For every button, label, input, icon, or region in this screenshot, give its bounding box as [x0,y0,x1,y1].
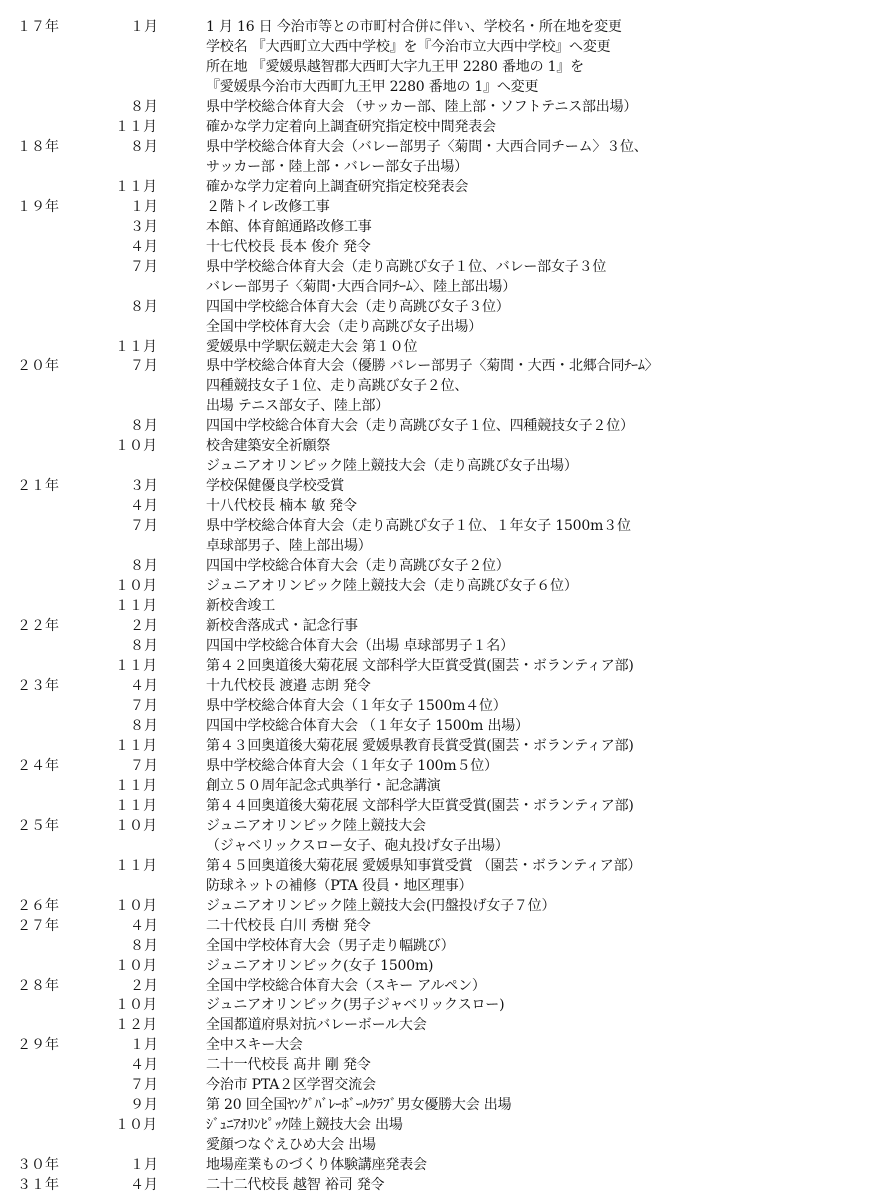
event-text: 学校名 『大西町立大西中学校』を『今治市立大西中学校』へ変更 [206,38,611,55]
history-row [0,517,891,537]
history-row [0,1116,891,1136]
event-text: ジュニアオリンピック陸上競技大会（走り高跳び女子６位） [206,578,578,595]
month-cell: ４月 [130,498,158,515]
history-row [0,1096,891,1116]
event-text: 県中学校総合体育大会（走り高跳び女子１位、バレー部女子３位 [206,258,607,275]
history-row [0,338,891,358]
event-text: 四国中学校総合体育大会（走り高跳び女子１位、四種競技女子２位） [206,418,634,435]
event-text: ジュニアオリンピック陸上競技大会 [206,817,426,834]
history-row [0,917,891,937]
history-row [0,1076,891,1096]
event-text: 十九代校長 渡邉 志朗 発令 [206,677,371,694]
history-row [0,158,891,178]
month-cell: １１月 [115,658,157,674]
event-text: 第４５回奥道後大菊花展 愛媛県知事賞受賞 （園芸・ボランティア部） [206,857,642,874]
history-row [0,417,891,437]
history-row [0,777,891,797]
event-text: 第 20 回全国ﾔﾝｸﾞﾊﾞﾚｰﾎﾞｰﾙｸﾗﾌﾞ男女優勝大会 出場 [206,1097,512,1114]
year-cell: ２１年 [17,478,59,495]
history-row [0,957,891,977]
event-text: 全国都道府県対抗バレーボール大会 [206,1017,427,1034]
history-row [0,937,891,957]
event-text: 四国中学校総合体育大会（出場 卓球部男子１名） [206,638,514,655]
month-cell: １１月 [115,338,157,355]
month-cell: ４月 [130,238,158,255]
month-cell: ３月 [130,478,158,495]
history-row [0,797,891,817]
year-cell: ２０年 [17,358,59,375]
event-text: 二十代校長 白川 秀樹 発令 [206,917,371,934]
month-cell: ７月 [130,358,158,375]
history-row [0,557,891,577]
event-text: 県中学校総合体育大会（優勝 バレー部男子〈菊間・大西・北郷合同ﾁｰﾑ〉 [206,358,659,375]
history-row [0,377,891,397]
year-cell: ２５年 [17,817,59,834]
event-text: ジュニアオリンピック陸上競技大会（走り高跳び女子出場） [206,458,578,475]
history-row [0,78,891,98]
month-cell: ７月 [130,757,158,774]
month-cell: ８月 [130,418,158,435]
history-row [0,857,891,877]
month-cell: １月 [130,1157,158,1174]
history-row [0,357,891,377]
event-text: 県中学校総合体育大会（走り高跳び女子１位、１年女子 1500m３位 [206,518,631,535]
history-row [0,238,891,258]
event-text: 県中学校総合体育大会（バレー部男子〈菊間・大西合同チーム〉３位、 [206,138,648,155]
year-cell: １９年 [17,198,59,215]
month-cell: ８月 [130,638,158,655]
month-cell: ８月 [130,298,158,315]
event-text: バレー部男子〈菊間･大西合同ﾁｰﾑ〉、陸上部出場） [206,278,516,295]
history-row [0,757,891,777]
history-row [0,118,891,138]
history-row [0,318,891,338]
year-cell: １８年 [17,138,59,155]
month-cell: ２月 [130,977,158,994]
month-cell: １１月 [115,178,157,195]
month-cell: １１月 [115,598,157,615]
year-cell: ２９年 [17,1037,59,1054]
month-cell: ８月 [130,98,158,115]
month-cell: ４月 [130,677,158,694]
history-row [0,537,891,557]
event-text: 十七代校長 長本 俊介 発令 [206,238,371,255]
event-text: ２階トイレ改修工事 [206,198,330,215]
month-cell: ８月 [130,138,158,155]
month-cell: ７月 [130,518,158,535]
month-cell: ７月 [130,258,158,275]
month-cell: １月 [130,19,158,35]
event-text: 四国中学校総合体育大会（走り高跳び女子２位） [206,558,510,575]
event-text: 学校保健優良学校受賞 [206,478,344,495]
month-cell: １０月 [115,997,157,1014]
event-text: 地場産業ものづくり体験講座発表会 [206,1157,427,1174]
event-text: 県中学校総合体育大会（１年女子 100m５位） [206,757,498,774]
month-cell: １０月 [115,1117,157,1134]
history-row [0,18,891,38]
history-row [0,98,891,118]
history-row [0,1176,891,1196]
event-text: 本館、体育館通路改修工事 [206,218,372,235]
event-text: 十八代校長 楠本 敏 発令 [206,498,357,515]
year-cell: ３０年 [17,1157,59,1174]
event-text: 二十二代校長 越智 裕司 発令 [206,1177,385,1194]
history-row [0,138,891,158]
month-cell: １０月 [115,578,157,595]
event-text: 県中学校総合体育大会 （サッカー部、陸上部・ソフトテニス部出場） [206,98,638,115]
month-cell: １１月 [115,118,157,135]
event-text: ｼﾞｭﾆｱｵﾘﾝﾋﾟｯｸ陸上競技大会 出場 [206,1117,403,1134]
history-row [0,1156,891,1176]
month-cell: １１月 [115,737,157,754]
event-text: 全国中学校体育大会（走り高跳び女子出場） [206,318,482,335]
event-text: （ジャベリックスロー女子、砲丸投げ女子出場） [206,837,509,854]
event-text: 四種競技女子１位、走り高跳び女子２位、 [206,378,469,395]
history-row [0,817,891,837]
history-row [0,877,891,897]
event-text: 全国中学校総合体育大会（スキー アルペン） [206,977,486,994]
history-row [0,1016,891,1036]
event-text: 創立５０周年記念式典挙行・記念講演 [206,777,441,794]
event-text: 四国中学校総合体育大会（走り高跳び女子３位） [206,298,510,315]
event-text: 1 月 16 日 今治市等との市町村合併に伴い、学校名・所在地を変更 [206,19,622,35]
event-text: 今治市 PTA２区学習交流会 [206,1077,376,1094]
year-cell: ３１年 [17,1177,59,1194]
month-cell: ４月 [130,917,158,934]
history-row [0,178,891,198]
event-text: 所在地 『愛媛県越智郡大西町大字九王甲 2280 番地の 1』を [206,58,584,75]
year-cell: １７年 [17,19,59,35]
event-text: ジュニアオリンピック(女子 1500m) [206,957,434,974]
history-row [0,657,891,677]
month-cell: ８月 [130,937,158,954]
history-row [0,457,891,477]
event-text: 新校舎竣工 [206,598,275,615]
event-text: 卓球部男子、陸上部出場） [206,538,372,555]
history-row [0,198,891,218]
history-row [0,1136,891,1156]
history-row [0,737,891,757]
month-cell: ７月 [130,1077,158,1094]
month-cell: １２月 [115,1017,157,1034]
history-row [0,437,891,457]
event-text: 四国中学校総合体育大会 （１年女子 1500m 出場） [206,717,529,734]
history-row [0,677,891,697]
history-row [0,977,891,997]
history-row [0,58,891,78]
history-row [0,258,891,278]
month-cell: １１月 [115,797,157,814]
history-row [0,617,891,637]
history-row [0,597,891,617]
history-row [0,38,891,58]
month-cell: ２月 [130,618,158,635]
month-cell: ３月 [130,218,158,235]
event-text: 新校舎落成式・記念行事 [206,618,358,635]
history-row [0,497,891,517]
year-cell: ２６年 [17,897,59,914]
year-cell: ２４年 [17,757,59,774]
history-row [0,577,891,597]
history-row [0,717,891,737]
history-row [0,477,891,497]
month-cell: １１月 [115,777,157,794]
history-row [0,1056,891,1076]
month-cell: ４月 [130,1177,158,1194]
event-text: 全国中学校体育大会（男子走り幅跳び） [206,937,455,954]
event-text: サッカー部・陸上部・バレー部女子出場） [206,158,468,175]
history-row [0,637,891,657]
history-row [0,697,891,717]
history-row [0,897,891,917]
event-text: 愛媛県中学駅伝競走大会 第１０位 [206,338,418,355]
year-cell: ２８年 [17,977,59,994]
event-text: 第４４回奥道後大菊花展 文部科学大臣賞受賞(園芸・ボランティア部) [206,797,634,814]
month-cell: ７月 [130,697,158,714]
history-row [0,996,891,1016]
event-text: 防球ネットの補修（PTA 役員・地区理事） [206,877,473,894]
event-text: 『愛媛県今治市大西町九王甲 2280 番地の 1』へ変更 [206,78,539,95]
month-cell: １１月 [115,857,157,874]
history-row [0,837,891,857]
month-cell: １月 [130,198,158,215]
history-row [0,278,891,298]
history-row [0,218,891,238]
event-text: 全中スキー大会 [206,1037,303,1054]
month-cell: １０月 [115,817,157,834]
event-text: 県中学校総合体育大会（１年女子 1500m４位） [206,697,507,714]
month-cell: １０月 [115,957,157,974]
history-row [0,1036,891,1056]
month-cell: ４月 [130,1057,158,1074]
month-cell: １月 [130,1037,158,1054]
year-cell: ２３年 [17,677,59,694]
event-text: 確かな学力定着向上調査研究指定校中間発表会 [206,118,496,135]
event-text: 校舎建築安全祈願祭 [206,438,331,455]
event-text: ジュニアオリンピック(男子ジャベリックスロー) [206,997,505,1014]
event-text: 確かな学力定着向上調査研究指定校発表会 [206,178,469,195]
month-cell: ８月 [130,717,158,734]
event-text: 出場 テニス部女子、陸上部） [206,398,390,415]
event-text: 第４２回奥道後大菊花展 文部科学大臣賞受賞(園芸・ボランティア部) [206,658,634,674]
event-text: 二十一代校長 髙井 剛 発令 [206,1057,371,1074]
event-text: 第４３回奥道後大菊花展 愛媛県教育長賞受賞(園芸・ボランティア部) [206,737,634,754]
month-cell: １０月 [115,897,157,914]
event-text: 愛顔つなぐえひめ大会 出場 [206,1137,376,1154]
month-cell: １０月 [115,438,157,455]
history-row [0,298,891,318]
event-text: ジュニアオリンピック陸上競技大会(円盤投げ女子７位） [206,897,556,914]
month-cell: ８月 [130,558,158,575]
year-cell: ２７年 [17,917,59,934]
year-cell: ２２年 [17,618,59,635]
history-row [0,397,891,417]
history-document [0,18,891,1196]
month-cell: ９月 [130,1097,158,1114]
